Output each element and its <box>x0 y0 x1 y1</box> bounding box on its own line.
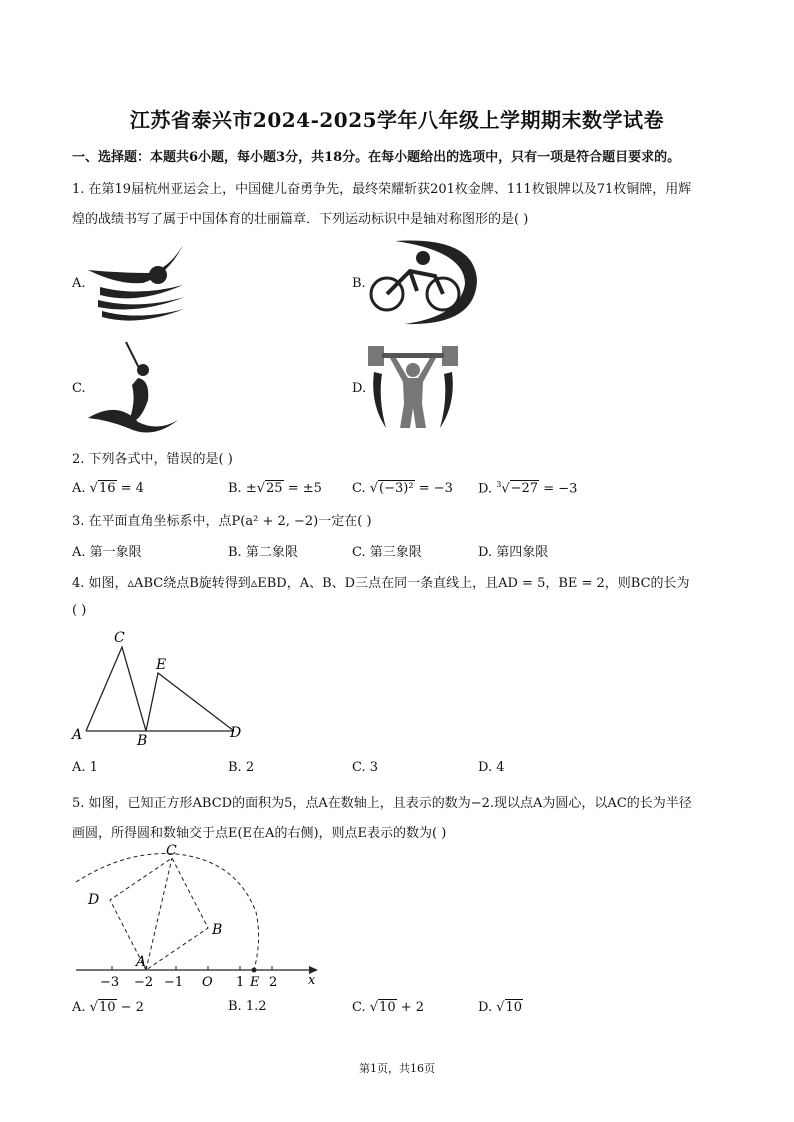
q2-stem: 2. 下列各式中，错误的是( ) <box>72 452 233 467</box>
q3-option-a: A. 第一象限 <box>72 545 142 560</box>
q3-option-b: B. 第二象限 <box>228 545 298 560</box>
q2-option-c: C. √(−3)² = −3 <box>352 481 453 496</box>
q5-option-b: B. 1.2 <box>228 999 267 1014</box>
q4-line2: ( ) <box>72 603 87 618</box>
q4-option-c: C. 3 <box>352 760 379 775</box>
q5-option-c: C. √10 + 2 <box>352 1000 425 1015</box>
q4-label-b: B <box>137 733 148 749</box>
q4-label-d: D <box>230 725 242 741</box>
q5-label-c: C <box>166 843 177 859</box>
q1-option-d-label: D. <box>352 381 367 396</box>
q5-tick-neg1: −1 <box>164 975 184 990</box>
q3-option-c: C. 第三象限 <box>352 545 422 560</box>
section-heading: 一、选择题：本题共6小题，每小题3分，共18分。在每小题给出的选项中，只有一项是符合题目要求的。 <box>72 150 681 165</box>
q5-option-d: D. √10 <box>478 1000 523 1015</box>
q4-option-b: B. 2 <box>228 760 255 775</box>
q5-label-d: D <box>88 892 100 908</box>
q1-line1: 1. 在第19届杭州亚运会上，中国健儿奋勇争先，最终荣耀斩获201枚金牌、111枚银牌以及71枚铜牌，用辉 <box>72 182 692 197</box>
golf-icon <box>88 340 178 432</box>
q5-label-x: x <box>308 973 316 988</box>
page-footer: 第1页，共16页 <box>359 1062 435 1075</box>
q5-label-a: A <box>136 954 147 970</box>
cycling-icon <box>365 236 485 328</box>
q5-label-o: O <box>202 975 213 990</box>
q5-square-numberline-figure <box>66 840 336 990</box>
q5-label-b: B <box>212 922 223 938</box>
q5-tick-neg3: −3 <box>100 975 120 990</box>
q5-option-a: A. √10 − 2 <box>72 1000 144 1015</box>
q5-line1: 5. 如图，已知正方形ABCD的面积为5，点A在数轴上，且表示的数为−2.现以点A为圆心，以AC的长为半径 <box>72 796 692 811</box>
q5-label-e: E <box>250 975 260 990</box>
q2-option-d: D. $^3$√−27 = −3 <box>478 480 578 497</box>
q5-tick-1: 1 <box>236 975 245 990</box>
q2-option-b: B. ±√25 = ±5 <box>228 481 322 496</box>
q4-label-c: C <box>114 630 125 646</box>
q1-option-a-label: A. <box>72 276 86 291</box>
q4-label-e: E <box>156 657 167 673</box>
q4-option-a: A. 1 <box>72 760 98 775</box>
q5-tick-neg2: −2 <box>134 975 154 990</box>
q1-line2: 煌的战绩书写了属于中国体育的壮丽篇章．下列运动标识中是轴对称图形的是( ) <box>72 212 529 227</box>
q1-option-b-label: B. <box>352 276 366 291</box>
weightlifting-icon <box>368 344 458 430</box>
q4-label-a: A <box>72 727 83 743</box>
q2-option-a: A. √16 = 4 <box>72 481 144 496</box>
q3-stem: 3. 在平面直角坐标系中，点P(a² + 2, −2)一定在( ) <box>72 514 372 529</box>
q5-tick-2: 2 <box>269 975 278 990</box>
water-polo-icon <box>88 235 188 325</box>
q4-line1: 4. 如图，▵ABC绕点B旋转得到▵EBD，A、B、D三点在同一条直线上，且AD = 5，BE = 2，则BC的长为 <box>72 576 690 591</box>
q5-line2: 画圆，所得圆和数轴交于点E(E在A的右侧)，则点E表示的数为( ) <box>72 826 447 841</box>
q4-triangle-figure <box>68 625 258 750</box>
q3-option-d: D. 第四象限 <box>478 545 549 560</box>
q4-option-d: D. 4 <box>478 760 505 775</box>
page-title: 江苏省泰兴市2024-2025学年八年级上学期期末数学试卷 <box>129 108 665 132</box>
q1-option-c-label: C. <box>72 381 86 396</box>
